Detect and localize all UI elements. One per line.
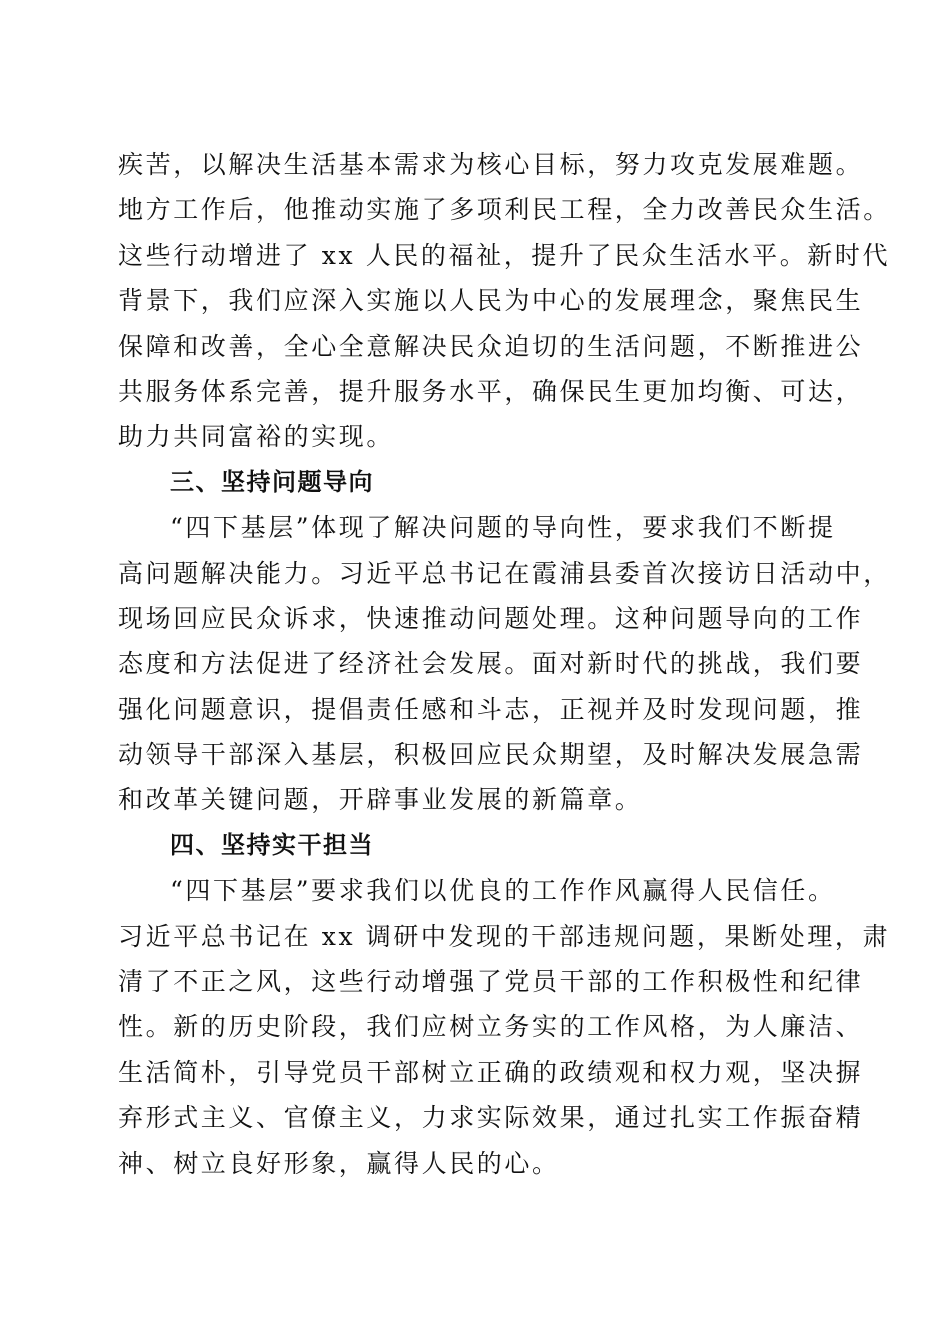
paragraph-line: 高问题解决能力。习近平总书记在霞浦县委首次接访日活动中， xyxy=(118,558,891,588)
paragraph-line: 态度和方法促进了经济社会发展。面对新时代的挑战，我们要 xyxy=(118,649,864,679)
paragraph-line: 背景下，我们应深入实施以人民为中心的发展理念，聚焦民生 xyxy=(118,286,864,316)
paragraph-line: 生活简朴，引导党员干部树立正确的政绩观和权力观，坚决摒 xyxy=(118,1057,864,1087)
paragraph-line: 动领导干部深入基层，积极回应民众期望，及时解决发展急需 xyxy=(118,740,864,770)
paragraph-line: 这些行动增进了 xx 人民的福祉，提升了民众生活水平。新时代 xyxy=(118,240,891,270)
paragraph-line: 疾苦，以解决生活基本需求为核心目标，努力攻克发展难题。 xyxy=(118,150,864,179)
paragraph-line: 助力共同富裕的实现。 xyxy=(118,422,395,452)
paragraph-line: “四下基层”要求我们以优良的工作作风赢得人民信任。 xyxy=(170,876,836,906)
section-3-paragraph xyxy=(118,505,891,823)
paragraph-line: 性。新的历史阶段，我们应树立务实的工作风格，为人廉洁、 xyxy=(118,1012,864,1042)
paragraph-line: 现场回应民众诉求，快速推动问题处理。这种问题导向的工作 xyxy=(118,603,864,633)
paragraph-line: 和改革关键问题，开辟事业发展的新篇章。 xyxy=(118,785,643,815)
paragraph-1 xyxy=(118,142,891,460)
paragraph-line: 保障和改善，全心全意解决民众迫切的生活问题，不断推进公 xyxy=(118,331,864,361)
section-3-heading: 三、坚持问题导向 xyxy=(170,467,374,496)
section-4-heading: 四、坚持实干担当 xyxy=(170,830,374,859)
paragraph-line: 神、树立良好形象，赢得人民的心。 xyxy=(118,1148,560,1178)
paragraph-line: 共服务体系完善，提升服务水平，确保民生更加均衡、可达， xyxy=(118,376,864,406)
document-body xyxy=(118,142,891,1186)
paragraph-line: “四下基层”体现了解决问题的导向性，要求我们不断提 xyxy=(170,513,836,543)
paragraph-line: 地方工作后，他推动实施了多项利民工程，全力改善民众生活。 xyxy=(118,195,891,225)
paragraph-line: 弃形式主义、官僚主义，力求实际效果，通过扎实工作振奋精 xyxy=(118,1103,864,1133)
section-4-paragraph xyxy=(118,868,891,1186)
paragraph-line: 强化问题意识，提倡责任感和斗志，正视并及时发现问题，推 xyxy=(118,694,864,724)
paragraph-line: 习近平总书记在 xx 调研中发现的干部违规问题，果断处理，肃 xyxy=(118,921,891,951)
paragraph-line: 清了不正之风，这些行动增强了党员干部的工作积极性和纪律 xyxy=(118,967,864,997)
